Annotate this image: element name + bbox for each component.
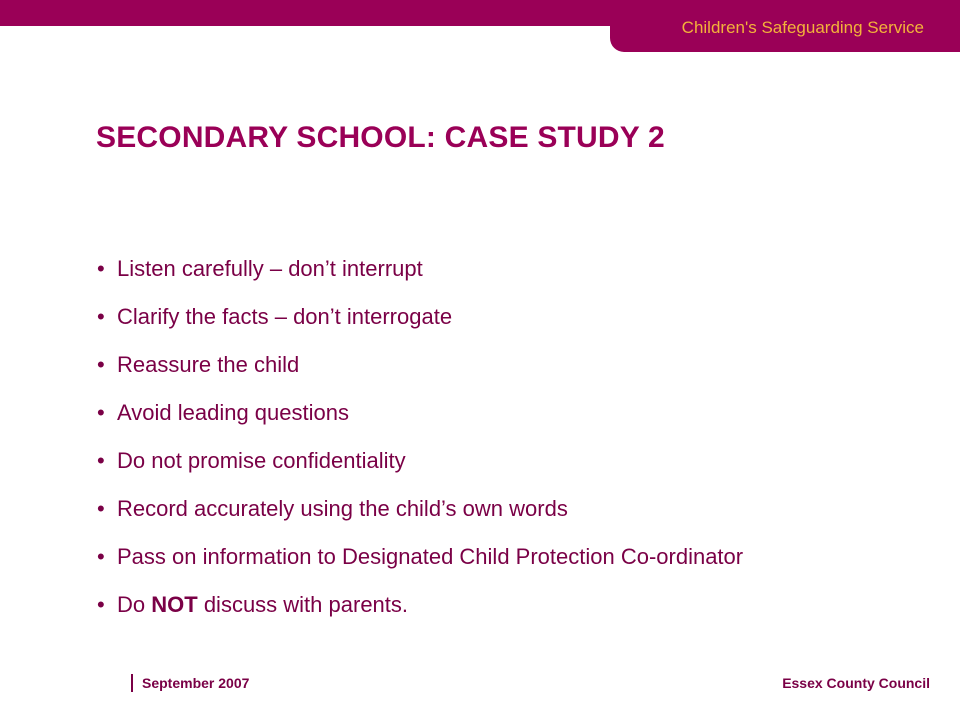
slide-title: SECONDARY SCHOOL: CASE STUDY 2 — [96, 121, 665, 154]
footer-organization: Essex County Council — [782, 675, 930, 691]
bullet-item: • Clarify the facts – don’t interrogate — [97, 302, 743, 350]
bullet-emphasis: NOT — [151, 592, 198, 617]
service-label: Children's Safeguarding Service — [681, 18, 924, 37]
bullet-item-last — [97, 590, 743, 638]
bullet-item: • Pass on information to Designated Child Protection Co-ordinator — [97, 542, 743, 590]
bullet-item: • Record accurately using the child’s own words — [97, 494, 743, 542]
bullet-item: • Reassure the child — [97, 350, 743, 398]
bullet-list — [97, 254, 743, 638]
bullet-text-prefix: Do — [117, 592, 152, 617]
service-tab — [610, 0, 960, 52]
footer-date: September 2007 — [131, 674, 249, 692]
footer — [131, 674, 930, 692]
bullet-text-suffix: discuss with parents. — [197, 592, 409, 617]
bullet-item: • Avoid leading questions — [97, 398, 743, 446]
bullet-item: • Do not promise confidentiality — [97, 446, 743, 494]
bullet-item: • Listen carefully – don’t interrupt — [97, 254, 743, 302]
